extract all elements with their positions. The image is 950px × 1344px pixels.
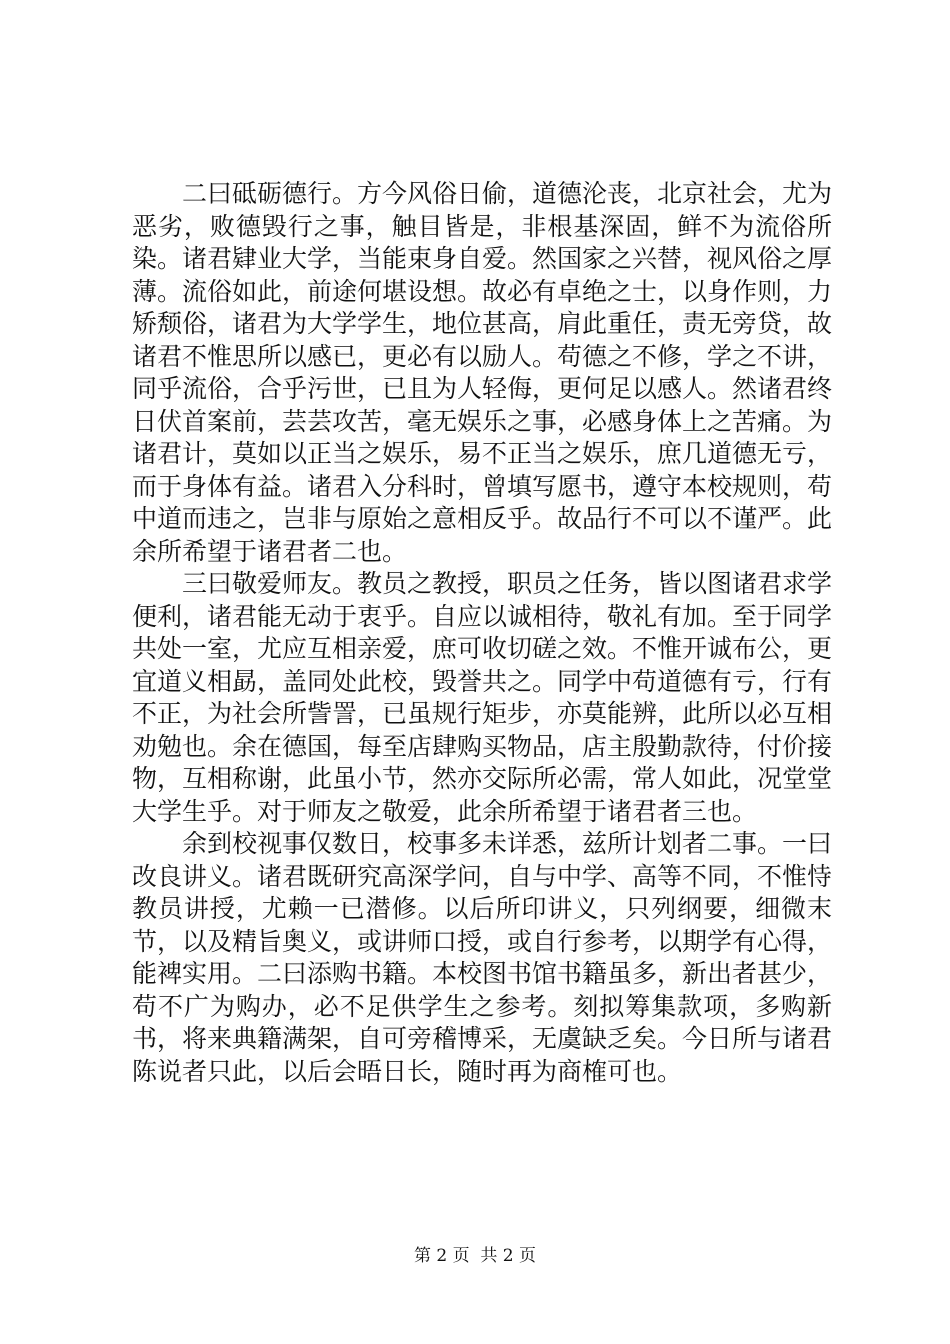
paragraph-character: 二曰砥砺德行。方今风俗日偷，道德沦丧，北京社会，尤为恶劣，败德毁行之事，触目皆是，非根基深固，鲜不为流俗所染。诸君肄业大学，当能束身自爱。然国家之兴替，视风俗之厚薄。流俗如此，前途何堪设想。故必有卓绝之士，以身作则，力矫颓俗，诸君为大学学生，地位甚高，肩此重任，责无旁贷，故诸君不惟思所以感已，更必有以励人。苟德之不修，学之不讲，同乎流俗，合乎污世，已且为人轻侮，更何足以感人。然诸君终日伏首案前，芸芸攻苦，毫无娱乐之事，必感身体上之苦痛。为诸君计，莫如以正当之娱乐，易不正当之娱乐，庶几道德无亏，而于身体有益。诸君入分科时，曾填写愿书，遵守本校规则，苟中道而违之，岂非与原始之意相反乎。故品行不可以不谨严。此余所希望于诸君者二也。 — [132, 179, 833, 566]
paragraph-respect-teachers: 三曰敬爱师友。教员之教授，职员之任务，皆以图诸君求学便利，诸君能无动于衷乎。自应以诚相待，敬礼有加。至于同学共处一室，尤应互相亲爱，庶可收切磋之效。不惟开诚布公，更宜道义相勗，盖同处此校，毁誉共之。同学中苟道德有亏，行有不正，为社会所訾詈，已虽规行矩步，亦莫能辨，此所以必互相劝勉也。余在德国，每至店肆购买物品，店主殷勤款待，付价接物，互相称谢，此虽小节，然亦交际所必需，常人如此，况堂堂大学生乎。对于师友之敬爱，此余所希望于诸君者三也。 — [132, 569, 833, 826]
page-number-label: 第 2 页 共 2 页 — [413, 1246, 537, 1266]
page-footer — [0, 1244, 950, 1268]
document-body — [132, 178, 832, 1088]
paragraph-plans: 余到校视事仅数日，校事多未详悉，兹所计划者二事。一曰改良讲义。诸君既研究高深学问，自与中学、高等不同，不惟恃教员讲授，尤赖一已潜修。以后所印讲义，只列纲要，细微末节，以及精旨奥义，或讲师口授，或自行参考，以期学有心得，能裨实用。二曰添购书籍。本校图书馆书籍虽多，新出者甚少，苟不广为购办，必不足供学生之参考。刻拟筹集款项，多购新书，将来典籍满架，自可旁稽博采，无虞缺乏矣。今日所与诸君陈说者只此，以后会晤日长，随时再为商榷可也。 — [132, 829, 833, 1086]
